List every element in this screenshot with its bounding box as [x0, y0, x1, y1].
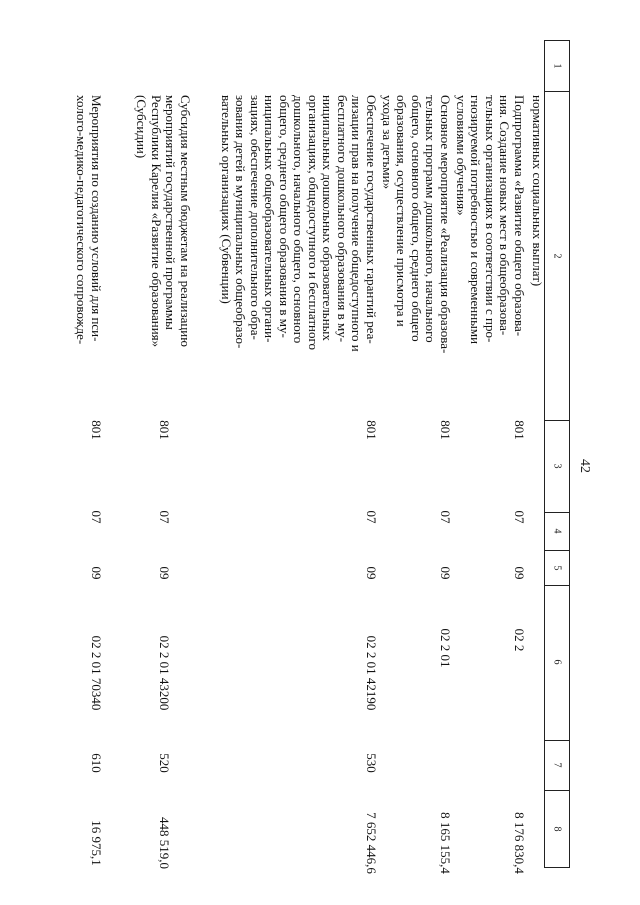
row-description: [74, 95, 103, 405]
description-line: (Субсидии): [134, 95, 150, 159]
expense-type: 530: [363, 753, 379, 773]
header-divider: [544, 550, 570, 551]
description-line: тельных организациях в соответствии с про-: [483, 95, 498, 343]
description-line: лизации прав на получение общедоступного и: [349, 95, 365, 352]
description-line: ниципальных общеобразовательных органи-: [262, 95, 278, 343]
target-code: 02 2: [511, 628, 527, 652]
header-divider: [544, 512, 570, 513]
description-line: дошкольного, начального общего, основного: [291, 95, 307, 344]
target-code: 02 2 01 70340: [88, 635, 104, 711]
expense-type: 520: [156, 753, 172, 773]
description-line: Мероприятия по созданию условий для пси-: [89, 95, 104, 342]
description-line: Основное мероприятие «Реализация образова-: [438, 95, 453, 354]
description-line: общего, основного общего, среднего общего: [409, 95, 424, 342]
description-line: ниципальных дошкольных образовательных: [320, 95, 336, 341]
description-line: ухода за детьми»: [380, 95, 395, 190]
description-line: условиями обучения»: [454, 95, 469, 216]
description-line: мероприятий государственной программы: [163, 95, 179, 330]
header-col-5: 5: [551, 565, 563, 571]
description-line: организациях, общедоступного и бесплатного: [306, 95, 321, 350]
ministry-code: 801: [437, 420, 453, 440]
ministry-code: 801: [88, 420, 104, 440]
description-line: тельных программ дошкольного, начального: [423, 95, 439, 343]
header-divider: [544, 740, 570, 741]
description-line: образования, осуществление присмотра и: [394, 95, 410, 327]
subsection-code: 09: [363, 566, 379, 580]
amount-value: 8 176 830,4: [511, 812, 527, 874]
header-col-7: 7: [551, 762, 563, 768]
ministry-code: 801: [156, 420, 172, 440]
ministry-code: 801: [511, 420, 527, 440]
description-line: гнозируемой потребностью и современными: [468, 95, 484, 345]
header-col-1: 1: [551, 63, 563, 69]
page-number: 42: [577, 459, 592, 473]
header-col-8: 8: [551, 826, 563, 832]
section-code: 07: [437, 510, 453, 524]
description-line: ния. Создание новых мест в общеобразова-: [497, 95, 513, 336]
amount-value: 448 519,0: [156, 817, 172, 869]
description-line: зациях, обеспечение дополнительного обра-: [248, 95, 263, 340]
section-code: 07: [511, 510, 527, 524]
description-line: зования детей в муниципальных общеобразо-: [233, 95, 249, 349]
amount-value: 8 165 155,4: [437, 812, 453, 874]
section-code: 07: [156, 510, 172, 524]
amount-value: 16 975,1: [88, 820, 104, 866]
row-description: [219, 95, 379, 405]
ministry-code: 801: [363, 420, 379, 440]
header-col-2: 2: [551, 253, 563, 259]
header-divider: [544, 790, 570, 791]
subsection-code: 09: [437, 566, 453, 580]
row-description: [454, 95, 527, 405]
amount-value: 7 652 446,6: [363, 812, 379, 874]
row-description: [134, 95, 192, 405]
section-code: 07: [88, 510, 104, 524]
target-code: 02 2 01 43200: [156, 635, 172, 711]
header-divider: [544, 420, 570, 421]
header-box: [544, 40, 570, 868]
subsection-code: 09: [88, 566, 104, 580]
description-line: Республики Карелия «Развитие образования»: [149, 95, 164, 348]
description-line: вательных организациях (Субвенции): [219, 95, 234, 304]
header-divider: [544, 91, 570, 92]
section-code: 07: [363, 510, 379, 524]
header-col-4: 4: [551, 528, 563, 534]
description-line: Субсидия местным бюджетам на реализацию: [178, 95, 193, 347]
target-code: 02 2 01 42190: [363, 635, 379, 711]
description-line: нормативных социальных выплат): [530, 95, 545, 287]
description-line: бесплатного дошкольного образования в му-: [335, 95, 350, 343]
row-description: [380, 95, 453, 405]
header-col-3: 3: [551, 463, 563, 469]
description-line: общего, среднего общего образования в му-: [277, 95, 292, 338]
header-divider: [544, 585, 570, 586]
subsection-code: 09: [511, 566, 527, 580]
expense-type: 610: [88, 753, 104, 773]
description-line: Обеспечение государственных гарантий реа-: [364, 95, 379, 344]
subsection-code: 09: [156, 566, 172, 580]
description-line: Подпрограмма «Развитие общего образова-: [512, 95, 527, 337]
target-code: 02 2 01: [437, 628, 453, 668]
row-description: [530, 95, 545, 405]
description-line: холого-медико-педагогического сопровожде-: [74, 95, 90, 345]
header-col-6: 6: [551, 659, 563, 665]
